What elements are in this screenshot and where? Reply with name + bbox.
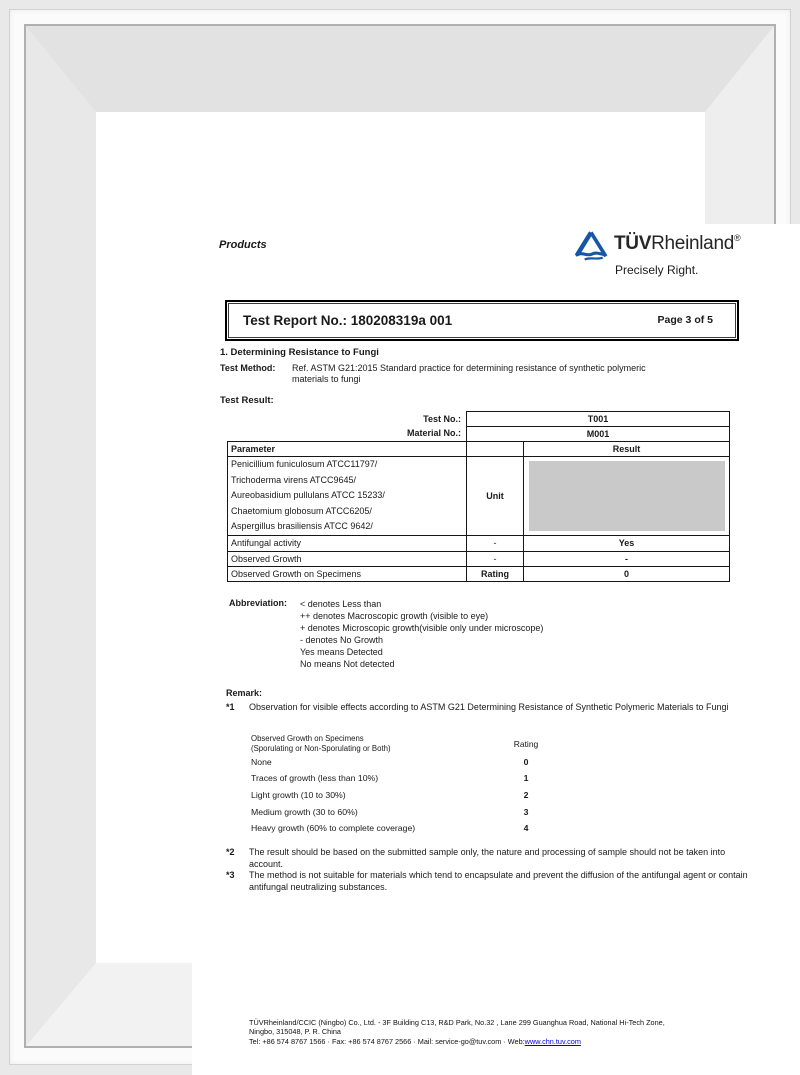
rating-row (251, 787, 561, 804)
rating-row-value: 1 (523, 773, 529, 784)
footer-contact-text: Tel: +86 574 8767 1566 · Fax: +86 574 8767 2566 · Mail: service-go@tuv.com · Web: (249, 1036, 525, 1046)
report-header-box (225, 300, 739, 341)
remark-marker: *3 (226, 870, 235, 880)
row-unit: - (467, 552, 524, 567)
table-row (228, 412, 730, 427)
rating-row-value: 4 (523, 823, 529, 834)
remark-label: Remark: (226, 688, 263, 698)
rating-row-label: None (251, 756, 272, 767)
table-row (228, 427, 730, 442)
species-line: Aureobasidium pullulans ATCC 15233/ (231, 490, 385, 501)
remark-text: The result should be based on the submitted sample only, the nature and processing of sample should not be taken into account. (249, 847, 726, 869)
result-table (227, 411, 730, 582)
footer-address-block (249, 1018, 794, 1046)
rating-header-title: Rating (513, 739, 539, 749)
rating-row-value: 3 (523, 806, 529, 817)
abbreviation-list (300, 598, 543, 670)
row-param: Antifungal activity (228, 536, 467, 552)
material-no-value: M001 (467, 427, 730, 442)
material-no-label: Material No.: (406, 428, 461, 439)
rating-row-label: Medium growth (30 to 60%) (251, 806, 358, 817)
frame-mat (26, 26, 774, 1046)
test-method-text (292, 363, 762, 385)
row-unit: Rating (467, 567, 524, 582)
remark-marker: *2 (226, 847, 235, 857)
report-number: Test Report No.: 180208319a 001 (243, 313, 453, 328)
rating-row-value: 2 (523, 789, 529, 800)
species-line: Trichoderma virens ATCC9645/ (231, 474, 357, 485)
remark-marker: *1 (226, 702, 235, 712)
table-row (228, 536, 730, 552)
species-list-cell (228, 457, 467, 536)
species-line: Chaetomium globosum ATCC6205/ (231, 505, 372, 516)
rating-header-line1: Observed Growth on Specimens (251, 734, 364, 743)
rating-header-label (251, 734, 496, 754)
test-method-label: Test Method: (220, 363, 276, 373)
logo-rheinland: Rheinland (651, 233, 734, 254)
rating-row-label: Light growth (10 to 30%) (251, 789, 346, 800)
table-row (228, 567, 730, 582)
remark-text: Observation for visible effects according to ASTM G21 Determining Resistance of Synthetic Polymeric Materials to Fungi (249, 702, 729, 712)
species-line: Aspergillus brasiliensis ATCC 9642/ (231, 521, 373, 532)
page-indicator: Page 3 of 5 (657, 314, 713, 326)
registered-mark: ® (733, 233, 741, 243)
document-page (192, 224, 800, 1075)
abbreviation-line: Yes means Detected (300, 647, 383, 657)
table-row (228, 552, 730, 567)
logo-tagline: Precisely Right. (615, 263, 699, 277)
rating-row (251, 771, 561, 788)
products-label: Products (219, 239, 267, 251)
abbreviation-label: Abbreviation: (229, 598, 288, 608)
row-param: Observed Growth on Specimens (228, 567, 467, 582)
row-result: - (524, 552, 730, 567)
result-shaded-cell (524, 457, 730, 536)
rating-row (251, 820, 561, 837)
rating-row-label: Heavy growth (60% to complete coverage) (251, 823, 416, 834)
rating-table-header (251, 734, 561, 754)
logo-tuv: TÜV (614, 233, 652, 254)
test-method-line1: Ref. ASTM G21:2015 Standard practice for determining resistance of synthetic polymeric (292, 363, 646, 373)
tuv-triangle-logo-icon (573, 229, 609, 263)
rating-row-label: Traces of growth (less than 10%) (251, 773, 379, 784)
rating-row (251, 754, 561, 771)
section-heading: 1. Determining Resistance to Fungi (220, 347, 379, 358)
rating-table-body (251, 754, 561, 837)
footer-line2: Ningbo, 315048, P. R. China (249, 1027, 341, 1037)
row-unit: - (467, 536, 524, 552)
abbreviation-line: No means Not detected (300, 659, 395, 669)
row-result: Yes (524, 536, 730, 552)
unit-label-cell: Unit (467, 457, 524, 536)
test-method-line2: materials to fungi (292, 374, 361, 384)
table-row (228, 457, 730, 536)
footer-line1: TÜVRheinland/CCIC (Ningbo) Co., Ltd. - 3F Building C13, R&D Park, No.32 , Lane 299 Guanghua Road, National Hi-Tech Zone, (249, 1018, 665, 1027)
website-link[interactable]: www.chn.tuv.com (524, 1036, 581, 1046)
remark-text: The method is not suitable for materials which tend to encapsulate and prevent the diffusion of the antifungal agent or contain antifungal neutralizing substances. (249, 870, 748, 892)
rating-row-value: 0 (523, 756, 529, 767)
abbreviation-line: < denotes Less than (300, 599, 382, 609)
row-param: Observed Growth (228, 552, 467, 567)
test-result-label: Test Result: (220, 395, 274, 406)
row-result: 0 (524, 567, 730, 582)
empty-header-cell (467, 442, 524, 457)
tuv-rheinland-wordmark (614, 233, 741, 254)
test-no-label: Test No.: (423, 413, 461, 424)
rating-row (251, 804, 561, 821)
parameter-header: Parameter (228, 442, 467, 457)
rating-reference-table (251, 734, 561, 837)
rating-header-line2: (Sporulating or Non-Sporulating or Both) (251, 744, 391, 753)
test-no-value: T001 (467, 412, 730, 427)
abbreviation-line: + denotes Microscopic growth(visible only under microscope) (300, 623, 544, 633)
species-line: Penicillium funiculosum ATCC11797/ (231, 459, 378, 470)
redacted-result-block (529, 461, 725, 531)
abbreviation-line: ++ denotes Macroscopic growth (visible to eye) (300, 611, 489, 621)
abbreviation-line: - denotes No Growth (300, 635, 384, 645)
result-header: Result (524, 442, 730, 457)
footer-line3 (249, 1037, 794, 1046)
table-row (228, 442, 730, 457)
